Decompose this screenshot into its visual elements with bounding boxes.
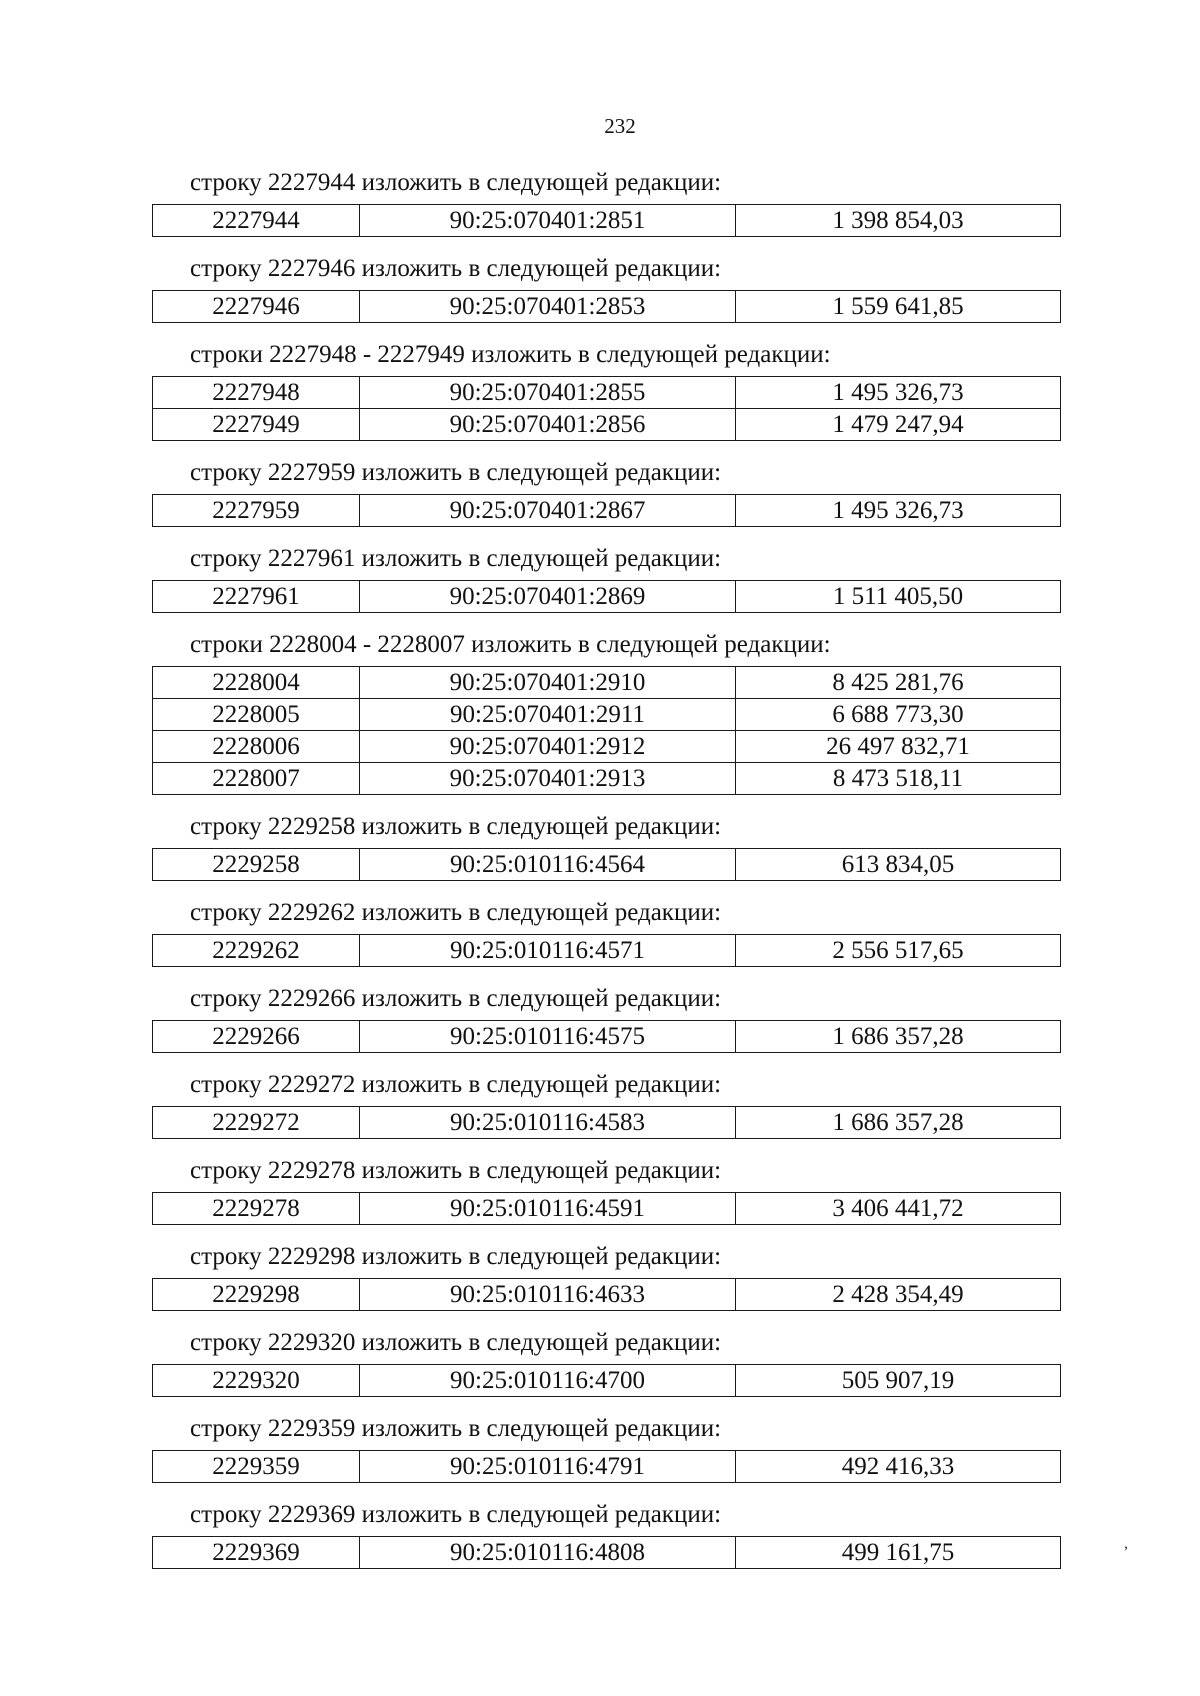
section-heading: строку 2229320 изложить в следующей редакции: bbox=[190, 1329, 722, 1356]
table-row bbox=[153, 1193, 1061, 1225]
row-number-cell: 2229298 bbox=[153, 1279, 360, 1311]
cadastral-number-cell: 90:25:070401:2856 bbox=[360, 409, 736, 441]
section-heading: строку 2229262 изложить в следующей редакции: bbox=[190, 899, 722, 926]
amendment-section bbox=[152, 452, 1060, 527]
amendment-table bbox=[152, 580, 1061, 613]
amendment-section bbox=[152, 538, 1060, 613]
amendment-section bbox=[152, 1322, 1060, 1397]
value-cell: 2 556 517,65 bbox=[736, 935, 1061, 967]
value-cell: 613 834,05 bbox=[736, 849, 1061, 881]
cadastral-number-cell: 90:25:010116:4591 bbox=[360, 1193, 736, 1225]
value-cell: 1 398 854,03 bbox=[736, 205, 1061, 237]
cadastral-number-cell: 90:25:010116:4808 bbox=[360, 1537, 736, 1569]
section-heading: строку 2227944 изложить в следующей редакции: bbox=[190, 169, 722, 196]
value-cell: 26 497 832,71 bbox=[736, 731, 1061, 763]
amendment-table bbox=[152, 1364, 1061, 1397]
table-row bbox=[153, 291, 1061, 323]
section-heading: строку 2229272 изложить в следующей редакции: bbox=[190, 1071, 722, 1098]
cadastral-number-cell: 90:25:010116:4583 bbox=[360, 1107, 736, 1139]
amendment-section bbox=[152, 1408, 1060, 1483]
amendment-table bbox=[152, 290, 1061, 323]
section-heading: строки 2227948 - 2227949 изложить в следующей редакции: bbox=[190, 341, 831, 368]
stray-mark: , bbox=[1124, 1535, 1128, 1552]
table-row bbox=[153, 1537, 1061, 1569]
amendment-section bbox=[152, 162, 1060, 237]
amendment-table bbox=[152, 1278, 1061, 1311]
table-row bbox=[153, 409, 1061, 441]
section-heading: строку 2229258 изложить в следующей редакции: bbox=[190, 813, 722, 840]
section-heading: строку 2227959 изложить в следующей редакции: bbox=[190, 459, 722, 486]
cadastral-number-cell: 90:25:010116:4564 bbox=[360, 849, 736, 881]
amendment-table bbox=[152, 376, 1061, 441]
table-row bbox=[153, 699, 1061, 731]
section-heading: строку 2227961 изложить в следующей редакции: bbox=[190, 545, 722, 572]
amendment-table bbox=[152, 1192, 1061, 1225]
cadastral-number-cell: 90:25:070401:2869 bbox=[360, 581, 736, 613]
value-cell: 8 425 281,76 bbox=[736, 667, 1061, 699]
cadastral-number-cell: 90:25:010116:4633 bbox=[360, 1279, 736, 1311]
value-cell: 2 428 354,49 bbox=[736, 1279, 1061, 1311]
section-heading: строку 2229359 изложить в следующей редакции: bbox=[190, 1415, 722, 1442]
table-row bbox=[153, 935, 1061, 967]
row-number-cell: 2229278 bbox=[153, 1193, 360, 1225]
row-number-cell: 2227946 bbox=[153, 291, 360, 323]
section-heading: строку 2227946 изложить в следующей редакции: bbox=[190, 255, 722, 282]
table-row bbox=[153, 205, 1061, 237]
amendment-section bbox=[152, 248, 1060, 323]
row-number-cell: 2229266 bbox=[153, 1021, 360, 1053]
section-heading: строку 2229369 изложить в следующей редакции: bbox=[190, 1501, 722, 1528]
table-row bbox=[153, 763, 1061, 795]
amendment-table bbox=[152, 1106, 1061, 1139]
table-row bbox=[153, 1107, 1061, 1139]
amendment-section bbox=[152, 1064, 1060, 1139]
cadastral-number-cell: 90:25:010116:4571 bbox=[360, 935, 736, 967]
amendment-table bbox=[152, 666, 1061, 795]
value-cell: 1 495 326,73 bbox=[736, 377, 1061, 409]
cadastral-number-cell: 90:25:070401:2853 bbox=[360, 291, 736, 323]
row-number-cell: 2229369 bbox=[153, 1537, 360, 1569]
value-cell: 1 559 641,85 bbox=[736, 291, 1061, 323]
value-cell: 499 161,75 bbox=[736, 1537, 1061, 1569]
row-number-cell: 2228004 bbox=[153, 667, 360, 699]
amendment-table bbox=[152, 494, 1061, 527]
cadastral-number-cell: 90:25:070401:2910 bbox=[360, 667, 736, 699]
table-row bbox=[153, 377, 1061, 409]
cadastral-number-cell: 90:25:070401:2851 bbox=[360, 205, 736, 237]
amendment-section bbox=[152, 1150, 1060, 1225]
value-cell: 1 686 357,28 bbox=[736, 1021, 1061, 1053]
amendment-section bbox=[152, 624, 1060, 795]
table-row bbox=[153, 1021, 1061, 1053]
amendment-section bbox=[152, 1236, 1060, 1311]
row-number-cell: 2228005 bbox=[153, 699, 360, 731]
row-number-cell: 2227948 bbox=[153, 377, 360, 409]
value-cell: 1 479 247,94 bbox=[736, 409, 1061, 441]
row-number-cell: 2227961 bbox=[153, 581, 360, 613]
amendment-table bbox=[152, 1536, 1061, 1569]
table-row bbox=[153, 1279, 1061, 1311]
value-cell: 505 907,19 bbox=[736, 1365, 1061, 1397]
row-number-cell: 2229320 bbox=[153, 1365, 360, 1397]
section-heading: строку 2229298 изложить в следующей редакции: bbox=[190, 1243, 722, 1270]
value-cell: 1 511 405,50 bbox=[736, 581, 1061, 613]
table-row bbox=[153, 667, 1061, 699]
row-number-cell: 2229258 bbox=[153, 849, 360, 881]
row-number-cell: 2228006 bbox=[153, 731, 360, 763]
section-heading: строку 2229278 изложить в следующей редакции: bbox=[190, 1157, 722, 1184]
table-row bbox=[153, 1365, 1061, 1397]
amendment-table bbox=[152, 1020, 1061, 1053]
amendments-list bbox=[152, 162, 1060, 1580]
amendment-section bbox=[152, 806, 1060, 881]
cadastral-number-cell: 90:25:070401:2855 bbox=[360, 377, 736, 409]
cadastral-number-cell: 90:25:070401:2867 bbox=[360, 495, 736, 527]
row-number-cell: 2229272 bbox=[153, 1107, 360, 1139]
value-cell: 492 416,33 bbox=[736, 1451, 1061, 1483]
table-row bbox=[153, 1451, 1061, 1483]
value-cell: 3 406 441,72 bbox=[736, 1193, 1061, 1225]
value-cell: 1 495 326,73 bbox=[736, 495, 1061, 527]
cadastral-number-cell: 90:25:010116:4575 bbox=[360, 1021, 736, 1053]
value-cell: 8 473 518,11 bbox=[736, 763, 1061, 795]
row-number-cell: 2229262 bbox=[153, 935, 360, 967]
row-number-cell: 2227944 bbox=[153, 205, 360, 237]
amendment-table bbox=[152, 848, 1061, 881]
amendment-table bbox=[152, 1450, 1061, 1483]
amendment-section bbox=[152, 1494, 1060, 1569]
section-heading: строки 2228004 - 2228007 изложить в следующей редакции: bbox=[190, 631, 831, 658]
amendment-table bbox=[152, 204, 1061, 237]
amendment-section bbox=[152, 892, 1060, 967]
row-number-cell: 2227959 bbox=[153, 495, 360, 527]
row-number-cell: 2229359 bbox=[153, 1451, 360, 1483]
table-row bbox=[153, 581, 1061, 613]
value-cell: 1 686 357,28 bbox=[736, 1107, 1061, 1139]
amendment-table bbox=[152, 934, 1061, 967]
amendment-section bbox=[152, 978, 1060, 1053]
table-row bbox=[153, 495, 1061, 527]
table-row bbox=[153, 731, 1061, 763]
table-row bbox=[153, 849, 1061, 881]
cadastral-number-cell: 90:25:070401:2913 bbox=[360, 763, 736, 795]
cadastral-number-cell: 90:25:070401:2911 bbox=[360, 699, 736, 731]
row-number-cell: 2227949 bbox=[153, 409, 360, 441]
cadastral-number-cell: 90:25:070401:2912 bbox=[360, 731, 736, 763]
cadastral-number-cell: 90:25:010116:4700 bbox=[360, 1365, 736, 1397]
section-heading: строку 2229266 изложить в следующей редакции: bbox=[190, 985, 722, 1012]
value-cell: 6 688 773,30 bbox=[736, 699, 1061, 731]
amendment-section bbox=[152, 334, 1060, 441]
page-number: 232 bbox=[604, 114, 636, 138]
cadastral-number-cell: 90:25:010116:4791 bbox=[360, 1451, 736, 1483]
row-number-cell: 2228007 bbox=[153, 763, 360, 795]
